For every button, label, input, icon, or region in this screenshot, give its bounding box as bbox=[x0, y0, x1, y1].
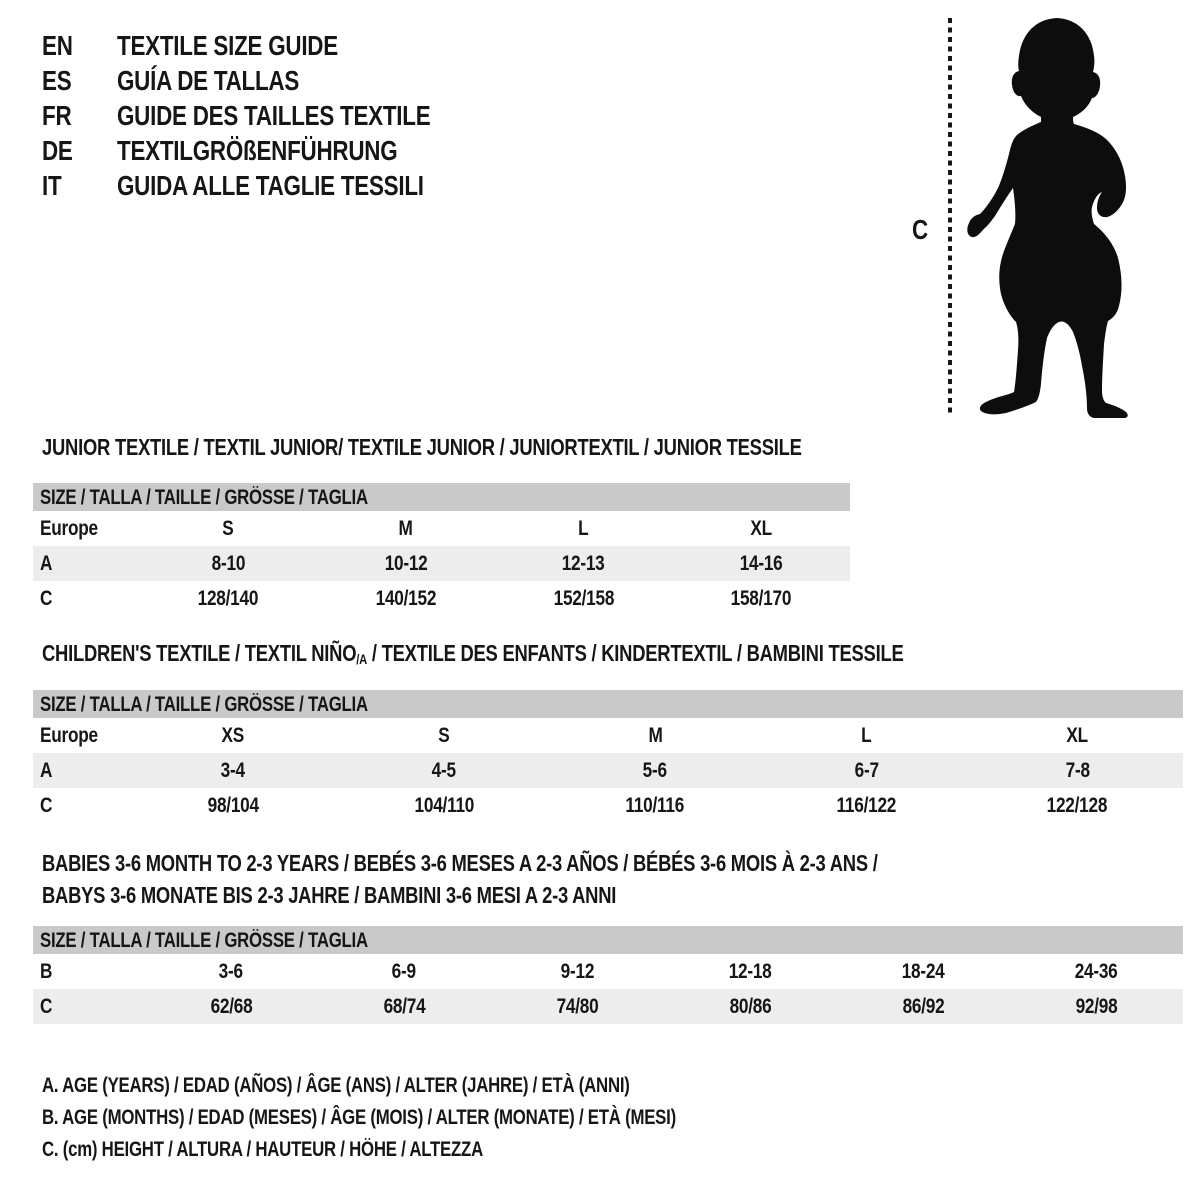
row-label-cell bbox=[33, 788, 127, 823]
table-cell bbox=[672, 581, 850, 616]
cell-text: B bbox=[40, 959, 53, 983]
cell-text: 12-13 bbox=[562, 551, 605, 575]
toddler-silhouette-image bbox=[966, 18, 1136, 418]
cell-text: 8-10 bbox=[211, 551, 245, 575]
table-cell bbox=[491, 989, 664, 1024]
table-cell bbox=[139, 511, 317, 546]
language-code-text: FR bbox=[42, 99, 72, 131]
table-cell bbox=[837, 989, 1010, 1024]
cell-text: M bbox=[648, 723, 663, 747]
section-title-babies-line1 bbox=[42, 850, 1087, 877]
row-label-cell bbox=[33, 511, 139, 546]
title-pre: CHILDREN'S TEXTILE / TEXTIL NIÑO bbox=[42, 640, 357, 666]
table-cell bbox=[145, 954, 318, 989]
language-code bbox=[42, 170, 117, 202]
table-cell bbox=[338, 788, 549, 823]
cell-text: 152/158 bbox=[553, 586, 614, 610]
table-cell bbox=[1010, 989, 1183, 1024]
size-header-band bbox=[33, 483, 850, 511]
table-cell bbox=[664, 989, 837, 1024]
size-header-band bbox=[33, 690, 1183, 718]
cell-text: Europe bbox=[40, 516, 98, 540]
table-row bbox=[33, 788, 1183, 823]
cell-text: 110/116 bbox=[625, 793, 685, 817]
babies-size-table bbox=[33, 926, 1183, 1024]
cell-text: C bbox=[40, 793, 53, 817]
table-cell bbox=[338, 753, 549, 788]
cell-text: 18-24 bbox=[901, 959, 945, 983]
table-cell bbox=[672, 546, 850, 581]
cell-text: 80/86 bbox=[729, 994, 772, 1018]
table-cell bbox=[495, 546, 673, 581]
row-label-cell bbox=[33, 954, 145, 989]
section-title-babies-text1: BABIES 3-6 MONTH TO 2-3 YEARS / BEBÉS 3-6 MESES A 2-3 AÑOS / BÉBÉS 3-6 MOIS À 2-3 ANS / bbox=[42, 850, 878, 876]
cell-text: 6-9 bbox=[392, 959, 417, 983]
language-title-text: GUIDE DES TAILLES TEXTILE bbox=[117, 99, 431, 131]
language-title-text: TEXTILGRÖßENFÜHRUNG bbox=[117, 134, 398, 166]
table-cell bbox=[1010, 954, 1183, 989]
table-cell bbox=[761, 718, 972, 753]
children-table-grid bbox=[33, 718, 1183, 823]
size-header-band bbox=[33, 926, 1183, 954]
table-cell bbox=[127, 718, 338, 753]
cell-text: 86/92 bbox=[902, 994, 945, 1018]
table-cell bbox=[761, 753, 972, 788]
title-sub: /A bbox=[356, 651, 368, 667]
language-title-text: TEXTILE SIZE GUIDE bbox=[117, 29, 338, 61]
cell-text: XL bbox=[750, 516, 772, 540]
language-code bbox=[42, 135, 117, 167]
children-size-table bbox=[33, 690, 1183, 823]
junior-table-grid bbox=[33, 511, 850, 616]
row-label-cell bbox=[33, 989, 145, 1024]
cell-text: M bbox=[398, 516, 413, 540]
table-cell bbox=[139, 581, 317, 616]
language-title-text: GUÍA DE TALLAS bbox=[117, 64, 300, 96]
table-cell bbox=[972, 788, 1183, 823]
height-measure-label: C bbox=[912, 214, 928, 245]
size-header-text: SIZE / TALLA / TAILLE / GRÖSSE / TAGLIA bbox=[40, 929, 368, 952]
language-code-text: ES bbox=[42, 64, 72, 96]
table-row bbox=[33, 989, 1183, 1024]
cell-text: A bbox=[40, 551, 53, 575]
cell-text: C bbox=[40, 586, 53, 610]
cell-text: S bbox=[222, 516, 234, 540]
table-cell bbox=[139, 546, 317, 581]
cell-text: 24-36 bbox=[1075, 959, 1118, 983]
cell-text: 3-6 bbox=[218, 959, 244, 983]
table-cell bbox=[550, 718, 761, 753]
cell-text: S bbox=[438, 723, 450, 747]
cell-text: 104/110 bbox=[414, 793, 474, 817]
cell-text: 74/80 bbox=[556, 994, 599, 1018]
cell-text: 128/140 bbox=[197, 586, 259, 610]
table-cell bbox=[127, 788, 338, 823]
table-cell bbox=[318, 989, 491, 1024]
table-cell bbox=[495, 581, 673, 616]
table-cell bbox=[972, 753, 1183, 788]
cell-text: Europe bbox=[40, 723, 98, 747]
table-cell bbox=[550, 788, 761, 823]
cell-text: 3-4 bbox=[220, 758, 245, 782]
section-title-babies-text2: BABYS 3-6 MONATE BIS 2-3 JAHRE / BAMBINI 3-6 MESI A 2-3 ANNI bbox=[42, 882, 617, 908]
note-text: B. AGE (MONTHS) / EDAD (MESES) / ÂGE (MOIS) / ALTER (MONATE) / ETÀ (MESI) bbox=[42, 1106, 676, 1129]
cell-text: 158/170 bbox=[730, 586, 792, 610]
cell-text: 14-16 bbox=[739, 551, 783, 575]
table-cell bbox=[338, 718, 549, 753]
table-cell bbox=[761, 788, 972, 823]
cell-text: 92/98 bbox=[1075, 994, 1118, 1018]
note-age-months bbox=[42, 1102, 834, 1134]
section-title-junior-text: JUNIOR TEXTILE / TEXTIL JUNIOR/ TEXTILE JUNIOR / JUNIORTEXTIL / JUNIOR TESSILE bbox=[42, 434, 802, 460]
cell-text: 6-7 bbox=[854, 758, 879, 782]
row-label-cell bbox=[33, 581, 139, 616]
size-header-text: SIZE / TALLA / TAILLE / GRÖSSE / TAGLIA bbox=[40, 486, 368, 509]
section-title-junior bbox=[42, 434, 992, 461]
section-title-children bbox=[42, 640, 1119, 667]
cell-text: 10-12 bbox=[384, 551, 428, 575]
table-cell bbox=[145, 989, 318, 1024]
language-row-it bbox=[42, 168, 509, 203]
section-title-children-text bbox=[42, 640, 903, 667]
table-row bbox=[33, 546, 850, 581]
cell-text: XL bbox=[1066, 723, 1089, 747]
language-code-text: DE bbox=[42, 134, 73, 166]
language-code bbox=[42, 30, 117, 62]
table-cell bbox=[972, 718, 1183, 753]
language-row-es bbox=[42, 63, 509, 98]
language-row-en bbox=[42, 28, 509, 63]
table-row bbox=[33, 581, 850, 616]
table-row bbox=[33, 511, 850, 546]
row-label-cell bbox=[33, 718, 127, 753]
cell-text: 122/128 bbox=[1047, 793, 1108, 817]
table-cell bbox=[495, 511, 673, 546]
row-label-cell bbox=[33, 753, 127, 788]
cell-text: 140/152 bbox=[375, 586, 436, 610]
height-dashed-line bbox=[946, 16, 954, 416]
row-label-cell bbox=[33, 546, 139, 581]
table-cell bbox=[664, 954, 837, 989]
junior-size-table bbox=[33, 483, 850, 616]
cell-text: 9-12 bbox=[560, 959, 594, 983]
table-cell bbox=[837, 954, 1010, 989]
note-age-years bbox=[42, 1070, 834, 1102]
cell-text: C bbox=[40, 994, 53, 1018]
cell-text: L bbox=[861, 723, 872, 747]
size-header-text: SIZE / TALLA / TAILLE / GRÖSSE / TAGLIA bbox=[40, 693, 368, 716]
cell-text: 62/68 bbox=[210, 994, 253, 1018]
language-code-text: EN bbox=[42, 29, 73, 61]
table-cell bbox=[317, 546, 495, 581]
language-row-de bbox=[42, 133, 509, 168]
table-row bbox=[33, 954, 1183, 989]
cell-text: 98/104 bbox=[207, 793, 259, 817]
cell-text: 4-5 bbox=[431, 758, 457, 782]
title-post: / TEXTILE DES ENFANTS / KINDERTEXTIL / BAMBINI TESSILE bbox=[367, 640, 904, 666]
cell-text: XS bbox=[221, 723, 245, 747]
legend-notes bbox=[42, 1070, 834, 1166]
cell-text: L bbox=[578, 516, 589, 540]
table-row bbox=[33, 718, 1183, 753]
language-title-list bbox=[42, 28, 509, 203]
section-title-babies-line2 bbox=[42, 882, 760, 909]
cell-text: 68/74 bbox=[383, 994, 426, 1018]
table-cell bbox=[318, 954, 491, 989]
language-code bbox=[42, 65, 117, 97]
table-cell bbox=[317, 511, 495, 546]
note-text: C. (cm) HEIGHT / ALTURA / HAUTEUR / HÖHE / ALTEZZA bbox=[42, 1138, 483, 1161]
language-title-text: GUIDA ALLE TAGLIE TESSILI bbox=[117, 169, 424, 201]
table-cell bbox=[672, 511, 850, 546]
language-row-fr bbox=[42, 98, 509, 133]
cell-text: 116/122 bbox=[836, 793, 897, 817]
table-row bbox=[33, 753, 1183, 788]
table-cell bbox=[491, 954, 664, 989]
babies-table-grid bbox=[33, 954, 1183, 1024]
table-cell bbox=[127, 753, 338, 788]
cell-text: 12-18 bbox=[728, 959, 772, 983]
table-cell bbox=[317, 581, 495, 616]
cell-text: 5-6 bbox=[643, 758, 668, 782]
language-code bbox=[42, 100, 117, 132]
cell-text: A bbox=[40, 758, 53, 782]
cell-text: 7-8 bbox=[1065, 758, 1090, 782]
table-cell bbox=[550, 753, 761, 788]
note-height-cm bbox=[42, 1134, 834, 1166]
language-code-text: IT bbox=[42, 169, 62, 201]
note-text: A. AGE (YEARS) / EDAD (AÑOS) / ÂGE (ANS) / ALTER (JAHRE) / ETÀ (ANNI) bbox=[42, 1074, 630, 1097]
